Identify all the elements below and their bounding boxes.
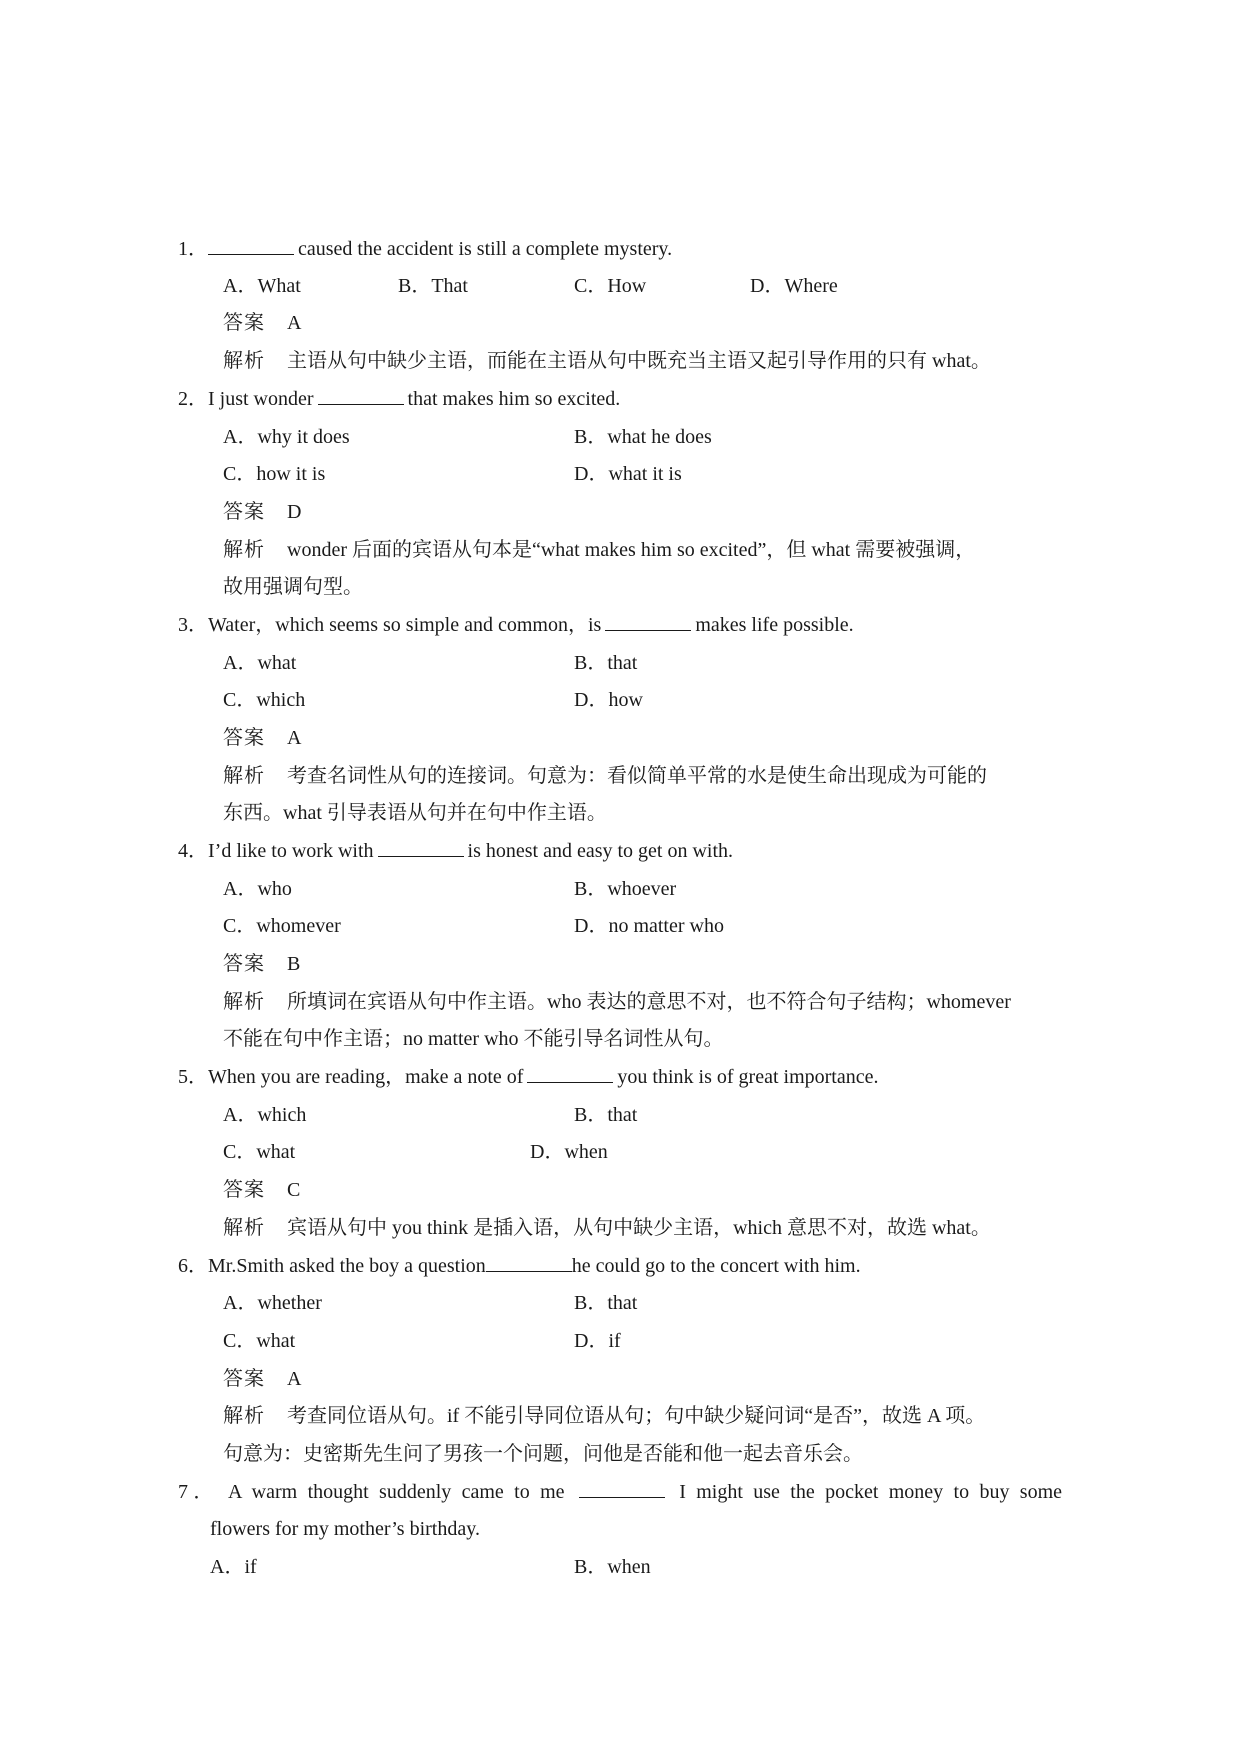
option-c: C．what	[223, 1330, 296, 1352]
question-6-options-row-2	[0, 1328, 1241, 1354]
question-1-stem: 1． caused the accident is still a complete mystery.	[178, 238, 673, 260]
question-7-options-row-1	[0, 1554, 1241, 1580]
option-a: A．whether	[223, 1292, 322, 1314]
option-a: A．who	[223, 878, 292, 900]
question-7-stem-cont: flowers for my mother’s birthday.	[210, 1518, 480, 1540]
option-b: B．That	[398, 275, 468, 297]
question-6-analysis: 解析 考查同位语从句。if 不能引导同位语从句；句中缺少疑问词“是否”，故选 A 项。	[223, 1405, 986, 1427]
question-number: 7．	[178, 1481, 219, 1503]
question-7-stem: 7． A warm thought suddenly came to me I might use the pocket money to buy some	[178, 1481, 1063, 1503]
option-d: D．what it is	[574, 463, 682, 485]
answer-blank	[378, 838, 464, 857]
question-1-options	[0, 273, 1241, 299]
question-number: 3．	[178, 614, 208, 636]
answer-blank	[486, 1253, 572, 1272]
question-5-answer: 答案 C	[223, 1179, 301, 1201]
option-c: C．how it is	[223, 463, 326, 485]
answer-blank	[527, 1064, 613, 1083]
option-a: A．why it does	[223, 426, 350, 448]
question-4-analysis: 解析 所填词在宾语从句中作主语。who 表达的意思不对，也不符合句子结构；whomever	[223, 991, 1011, 1013]
question-4-answer: 答案 B	[223, 953, 301, 975]
question-2-answer: 答案 D	[223, 501, 302, 523]
option-b: B．when	[574, 1556, 651, 1578]
question-3-answer: 答案 A	[223, 727, 302, 749]
option-a: A．What	[223, 275, 301, 297]
question-6-analysis-cont: 句意为：史密斯先生问了男孩一个问题，问他是否能和他一起去音乐会。	[223, 1443, 863, 1465]
option-b: B．whoever	[574, 878, 677, 900]
option-d: D．Where	[750, 275, 838, 297]
option-c: C．which	[223, 689, 306, 711]
question-5-analysis: 解析 宾语从句中 you think 是插入语，从句中缺少主语，which 意思不对，故选 what。	[223, 1217, 991, 1239]
answer-blank	[318, 386, 404, 405]
question-6-answer: 答案 A	[223, 1368, 302, 1390]
question-4-options-row-1	[0, 876, 1241, 902]
question-number: 5．	[178, 1066, 208, 1088]
option-d: D．no matter who	[574, 915, 724, 937]
question-2-options-row-2	[0, 461, 1241, 487]
option-b: B．what he does	[574, 426, 712, 448]
answer-blank	[605, 612, 691, 631]
question-5-options-row-1	[0, 1102, 1241, 1128]
answer-blank	[208, 236, 294, 255]
option-c: C．whomever	[223, 915, 341, 937]
question-number: 2．	[178, 388, 208, 410]
question-6-options-row-1	[0, 1290, 1241, 1316]
question-number: 4．	[178, 840, 208, 862]
question-2-analysis-cont: 故用强调句型。	[223, 576, 363, 598]
answer-blank	[579, 1479, 665, 1498]
question-4-stem: 4．I’d like to work with is honest and easy to get on with.	[178, 840, 734, 862]
question-2-analysis: 解析 wonder 后面的宾语从句本是“what makes him so excited”，但 what 需要被强调，	[223, 539, 976, 561]
option-d: D．when	[530, 1141, 608, 1163]
option-a: A．if	[210, 1556, 257, 1578]
question-5-stem: 5．When you are reading，make a note of you think is of great importance.	[178, 1066, 879, 1088]
option-c: C．How	[574, 275, 647, 297]
question-3-stem: 3．Water，which seems so simple and common，is makes life possible.	[178, 614, 854, 636]
question-1-answer: 答案 A	[223, 312, 302, 334]
option-c: C．what	[223, 1141, 296, 1163]
question-6-stem: 6．Mr.Smith asked the boy a question he could go to the concert with him.	[178, 1255, 861, 1277]
question-3-options-row-2	[0, 687, 1241, 713]
question-3-analysis: 解析 考查名词性从句的连接词。句意为：看似简单平常的水是使生命出现成为可能的	[223, 765, 987, 787]
question-2-stem: 2．I just wonder that makes him so excited.	[178, 388, 621, 410]
option-a: A．what	[223, 652, 297, 674]
option-d: D．if	[574, 1330, 621, 1352]
question-4-options-row-2	[0, 913, 1241, 939]
option-a: A．which	[223, 1104, 307, 1126]
option-d: D．how	[574, 689, 643, 711]
question-4-analysis-cont: 不能在句中作主语；no matter who 不能引导名词性从句。	[223, 1028, 724, 1050]
question-number: 6．	[178, 1255, 208, 1277]
question-1-analysis: 解析 主语从句中缺少主语，而能在主语从句中既充当主语又起引导作用的只有 what。	[223, 350, 991, 372]
question-3-options-row-1	[0, 650, 1241, 676]
option-b: B．that	[574, 1104, 638, 1126]
question-number: 1．	[178, 238, 208, 260]
question-3-analysis-cont: 东西。what 引导表语从句并在句中作主语。	[223, 802, 607, 824]
option-b: B．that	[574, 1292, 638, 1314]
question-5-options-row-2	[0, 1139, 1241, 1165]
question-2-options-row-1	[0, 424, 1241, 450]
option-b: B．that	[574, 652, 638, 674]
